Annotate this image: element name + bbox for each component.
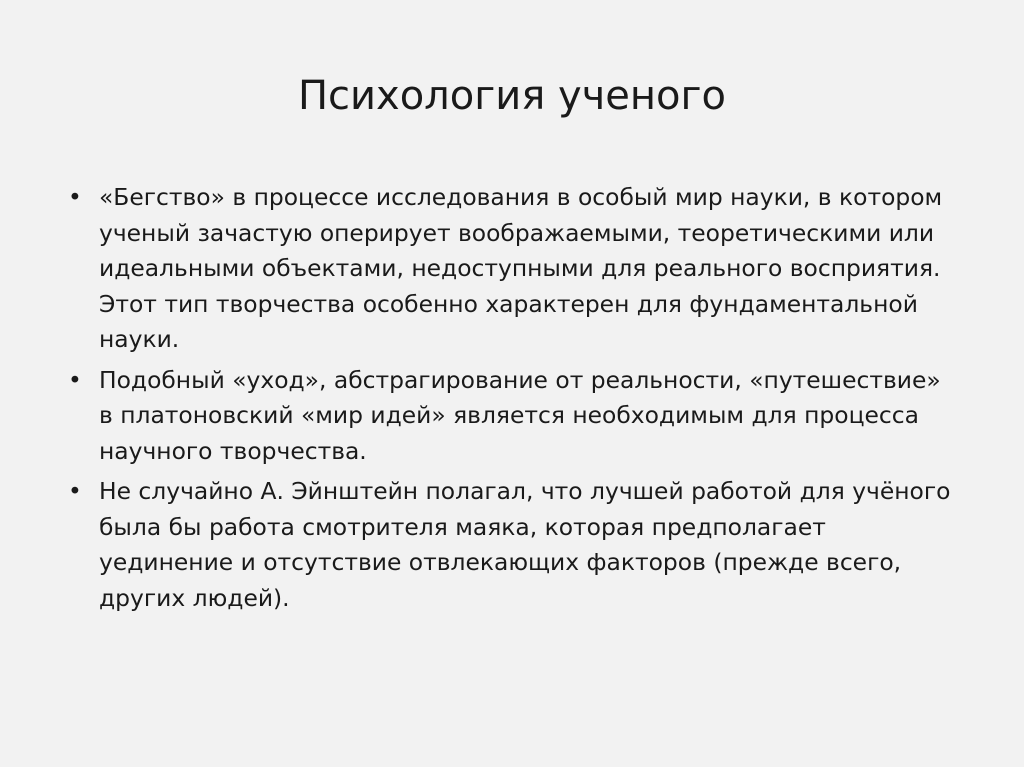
bullet-marker: • <box>68 365 82 394</box>
bullet-text: «Бегство» в процессе исследования в особый мир науки, в котором ученый зачастую оперирует воображаемыми, теоретическими или идеальными объектами, недоступными для реального восприятия. Этот тип творчества особенно характерен для фундаментальной науки. <box>99 183 943 353</box>
bullet-item <box>60 180 960 358</box>
bullet-marker: • <box>68 183 82 211</box>
bullet-item <box>60 363 960 470</box>
bullet-marker: • <box>68 477 82 505</box>
bullet-text: Подобный «уход», абстрагирование от реальности, «путешествие» в платоновский «мир идей» является необходимым для процесса научного творчества. <box>99 365 941 465</box>
slide-title: Психология ученого <box>297 73 727 119</box>
bullet-list <box>60 180 960 621</box>
bullet-item <box>60 474 960 616</box>
bullet-text: Не случайно А. Эйнштейн полагал, что лучшей работой для учёного была бы работа смотрителя маяка, которая предполагает уединение и отсутствие отвлекающих факторов (прежде всего, других людей). <box>99 477 951 612</box>
